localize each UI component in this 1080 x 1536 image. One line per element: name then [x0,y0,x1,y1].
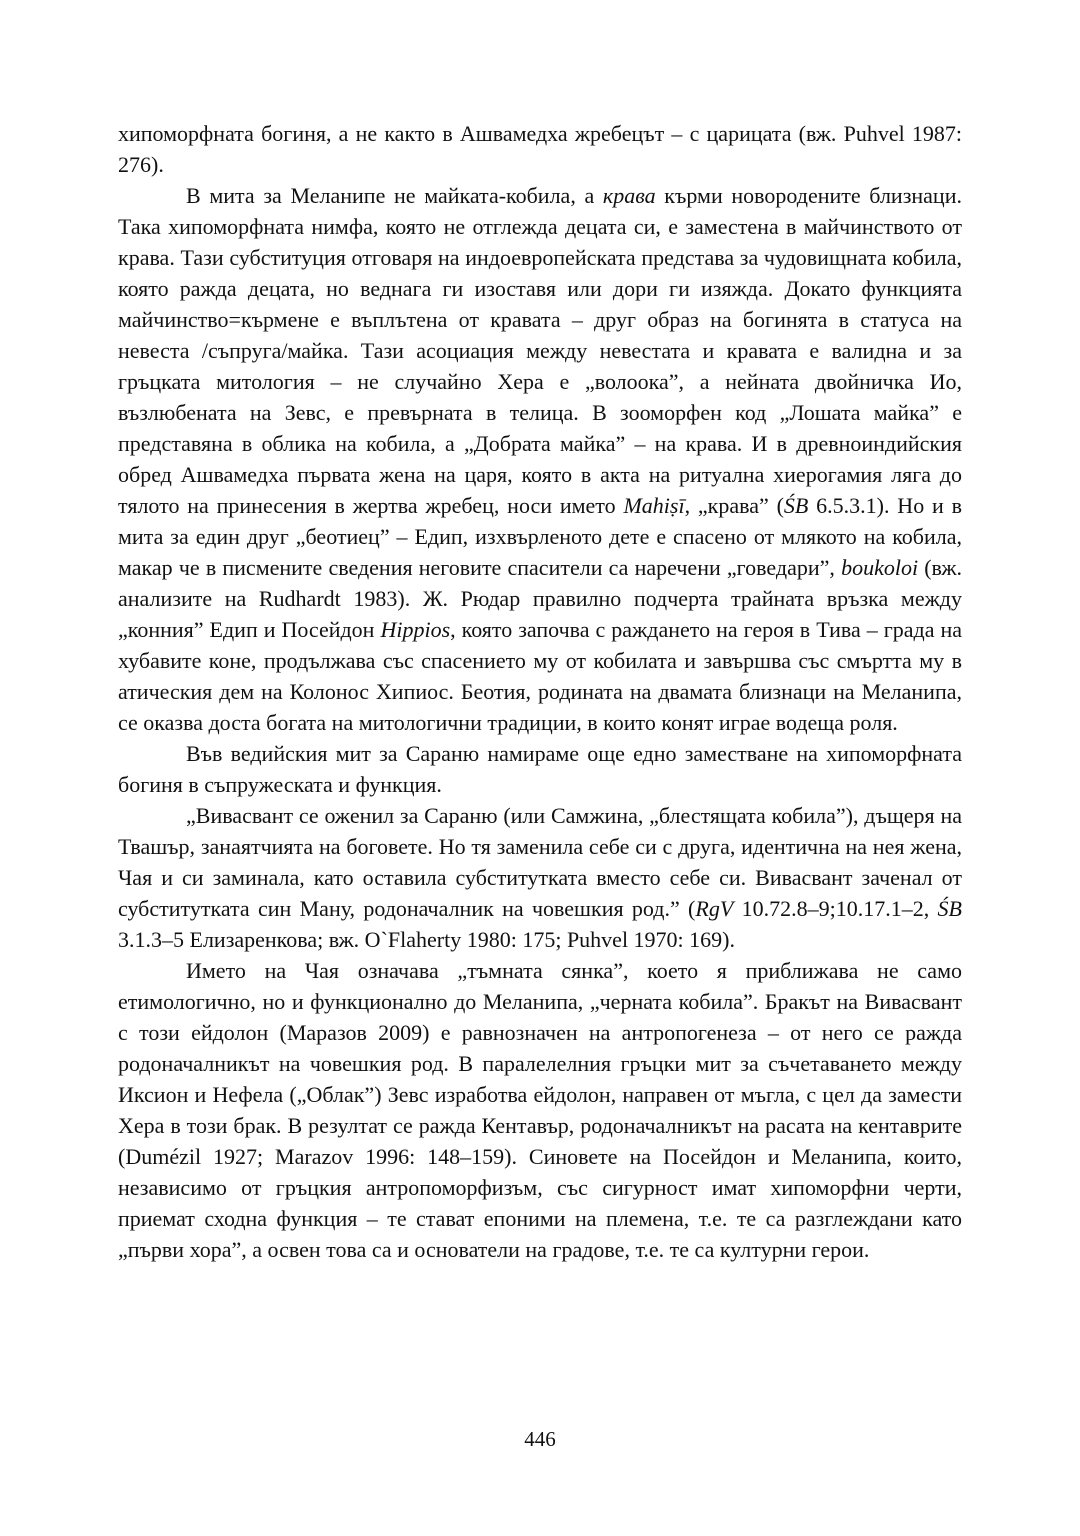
quotation-paragraph [118,800,962,955]
italic-term: RgV [695,896,734,921]
italic-term: крава [602,183,656,208]
paragraph-text: Името на Чая означава „тъмната сянка”, което я приближава не само етимологично, но и функционално до Меланипа, „черната кобила”. Бракът на Вивасвант с този ейдолон (Маразов 2009) е равнозначен на антропогенеза – от него се ражда родоначалникът на човешкия род. В паралелелния гръцки мит за съчетаването между Иксион и Нефела („Облак”) Зевс изработва ейдолон, направен от мъгла, с цел да замести Хера в този брак. В резултат се ражда Кентавър, родоначалникът на расата на кентаврите (Dumézil 1927; Marazov 1996: 148–159). Синовете на Посейдон и Меланипа, които, независимо от гръцкия антропоморфизъм, със сигурност имат хипоморфни черти, приемат сходна функция – те стават епоними на племена, т.е. те са разглеждани като „първи хора”, а освен това са и основатели на градове, т.е. те са културни герои. [118,958,962,1262]
italic-term: Hippios [380,617,451,642]
paragraph-text: Във ведийския мит за Сараню намираме още едно заместване на хипоморфната богиня в съпружеската и функция. [118,741,962,797]
page-body [118,118,962,1265]
paragraph-text: В мита за Меланипе не майката-кобила, а [186,183,603,208]
paragraph-text: хипоморфната богиня, а не както в Ашвамедха жребецът – с царицата (вж. Puhvel 1987: 276). [118,121,962,177]
paragraph-text: 3.1.3–5 Елизаренкова; вж. O`Flaherty 1980: 175; Puhvel 1970: 169). [118,927,735,952]
paragraph [118,738,962,800]
paragraph-text: кърми новородените близнаци. Така хипоморфната нимфа, която не отглежда децата си, е заместена в майчинството от крава. Тази субституция отговаря на индоевропейската представа за чудовищната кобила, която ражда децата, но веднага ги изоставя или дори ги изяжда. Докато функцията майчинство=кърмене е въплътена от кравата – друг образ на богинята в статуса на невеста /съпруга/майка. Тази асоциация между невестата и кравата е валидна и за гръцката митология – не случайно Хера е „волоока”, а нейната двойничка Ио, възлюбената на Зевс, е превърната в телица. В зооморфен код „Лошата майка” е представяна в облика на кобила, а „Добрата майка” – на крава. И в древноиндийския обред Ашвамедха първата жена на царя, която в акта на ритуална хиерогамия ляга до тялото на принесения в жертва жребец, носи името [118,183,962,518]
paragraph-text: , която започва с раждането на героя в Тива – града на хубавите коне, продължава със спасението му от кобилата и завършва със смъртта му в атическия дем на Колонос Хипиос. Беотия, родината на двамата близнаци на Меланипа, се оказва доста богата на митологични традиции, в които конят играе водеща роля. [118,617,962,735]
paragraph [118,118,962,180]
paragraph-text: (вж. анализите на Rudhardt 1983). Ж. Рюдар правилно подчерта трайната връзка между „конния” Едип и Посейдон [118,555,963,642]
italic-term: Mahiṣī [623,493,685,518]
paragraph-text: 10.72.8–9;10.17.1–2, [733,896,938,921]
paragraph [118,180,962,738]
italic-term: ŚB [937,896,962,921]
paragraph-text: 6.5.3.1). Но и в мита за един друг „беотиец” – Едип, изхвърленото дете е спасено от млякото на кобила, макар че в писмените сведения неговите спасители са наречени „говедари”, [118,493,962,580]
paragraph-text: „Вивасвант се оженил за Сараню (или Самжина, „блестящата кобила”), дъщеря на Твашър, занаятчията на боговете. Но тя заменила себе си с друга, идентична на нея жена, Чая и си заминала, като оставила субститутката вместо себе си. Вивасвант заченал от субститутката син Ману, родоначалник на човешкия род.” ( [118,803,962,921]
paragraph-text: , „крава” ( [684,493,784,518]
italic-term: boukoloi [841,555,919,580]
paragraph [118,955,962,1265]
italic-term: ŚB [783,493,809,518]
page-number: 446 [524,1427,556,1451]
